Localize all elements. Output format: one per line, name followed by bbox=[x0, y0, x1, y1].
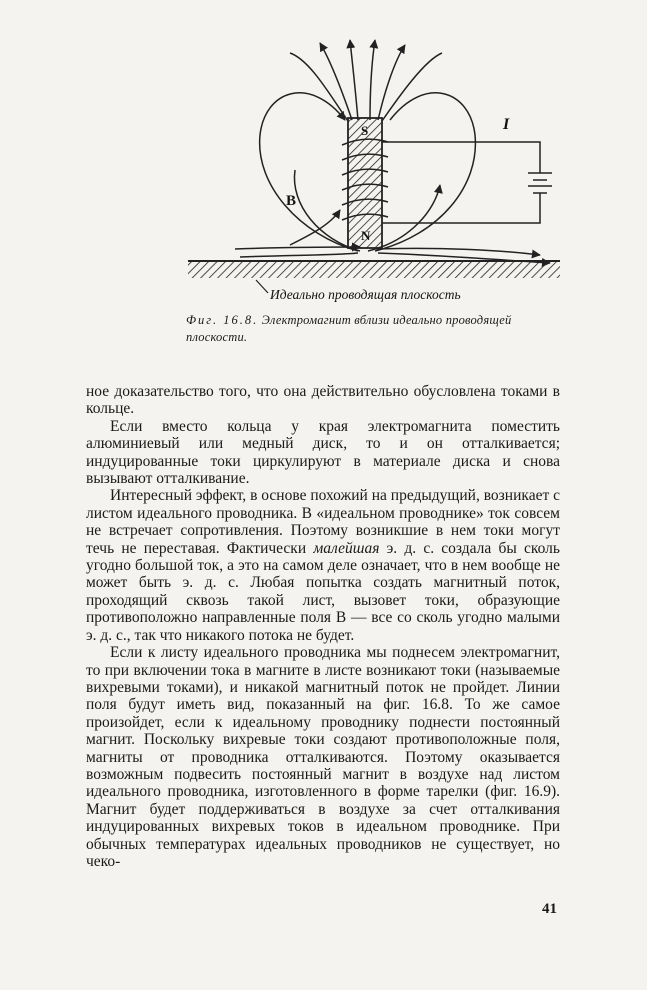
plane-label: Идеально проводящая плоскость bbox=[270, 287, 461, 302]
page-number: 41 bbox=[542, 901, 557, 917]
field-label: B bbox=[286, 193, 297, 209]
paragraph-text: ное доказательство того, что она действительно обусловлена токами в кольце. bbox=[86, 383, 560, 418]
electromagnet-figure bbox=[180, 35, 580, 305]
caption-text: Электромагнит вблизи идеально проводящей плоскости. bbox=[186, 313, 512, 344]
body-text bbox=[86, 383, 560, 870]
figure-caption bbox=[186, 312, 566, 346]
pole-s-label: S bbox=[361, 123, 369, 138]
caption-lead: Фиг. 16.8. bbox=[186, 313, 259, 327]
paragraph-text: Интересный эффект, в основе похожий на предыдущий, возникает с листом идеального проводника. В «идеальном проводнике» ток совсем не встречает сопротивления. Поэтому возникшие в нем токи могут течь не переставая. Фактически bbox=[86, 487, 560, 557]
paragraph-text: э. д. с. создала бы сколь угодно большой ток, а это на самом деле означает, что в нем вообще не может быть э. д. с. Любая попытка создать магнитный поток, проходящий сквозь такой лист, вызовет токи, образующие противоположно направленные поля B — все со сколь угодно малыми э. д. с., так что никакого потока не будет. bbox=[86, 539, 560, 644]
emphasis-text: малейшая bbox=[313, 539, 380, 557]
current-label: I bbox=[503, 116, 510, 133]
paragraph-text: Если к листу идеального проводника мы поднесем электромагнит, то при включении тока в магните в листе возникают токи (называемые вихревыми токами), и никакой магнитный поток не пройдет. Линии поля будут иметь вид, показанный на фиг. 16.8. То же самое произойдет, если к идеальному проводнику поднести постоянный магнит. Поскольку вихревые токи создают противоположные поля, магниты от проводника отталкиваются. Поэтому оказывается возможным подвесить постоянный магнит в воздухе над листом идеального проводника, изготовленного в форме тарелки (фиг. 16.9). Магнит будет поддерживаться в воздухе за счет отталкивания индуцированных вихревых токов в идеальном проводнике. При обычных температурах идеальных проводников не существует, но чеко- bbox=[86, 644, 560, 870]
pole-n-label: N bbox=[361, 228, 371, 243]
paragraph bbox=[86, 383, 560, 418]
paragraph bbox=[86, 487, 560, 644]
paragraph-text: Если вместо кольца у края электромагнита поместить алюминиевый или медный диск, то и он отталкивается; индуцированные токи циркулируют в материале диска и снова вызывают отталкивание. bbox=[86, 417, 560, 488]
paragraph bbox=[86, 418, 560, 488]
paragraph bbox=[86, 644, 560, 870]
field-lines bbox=[235, 40, 550, 263]
conducting-plane bbox=[188, 261, 560, 278]
